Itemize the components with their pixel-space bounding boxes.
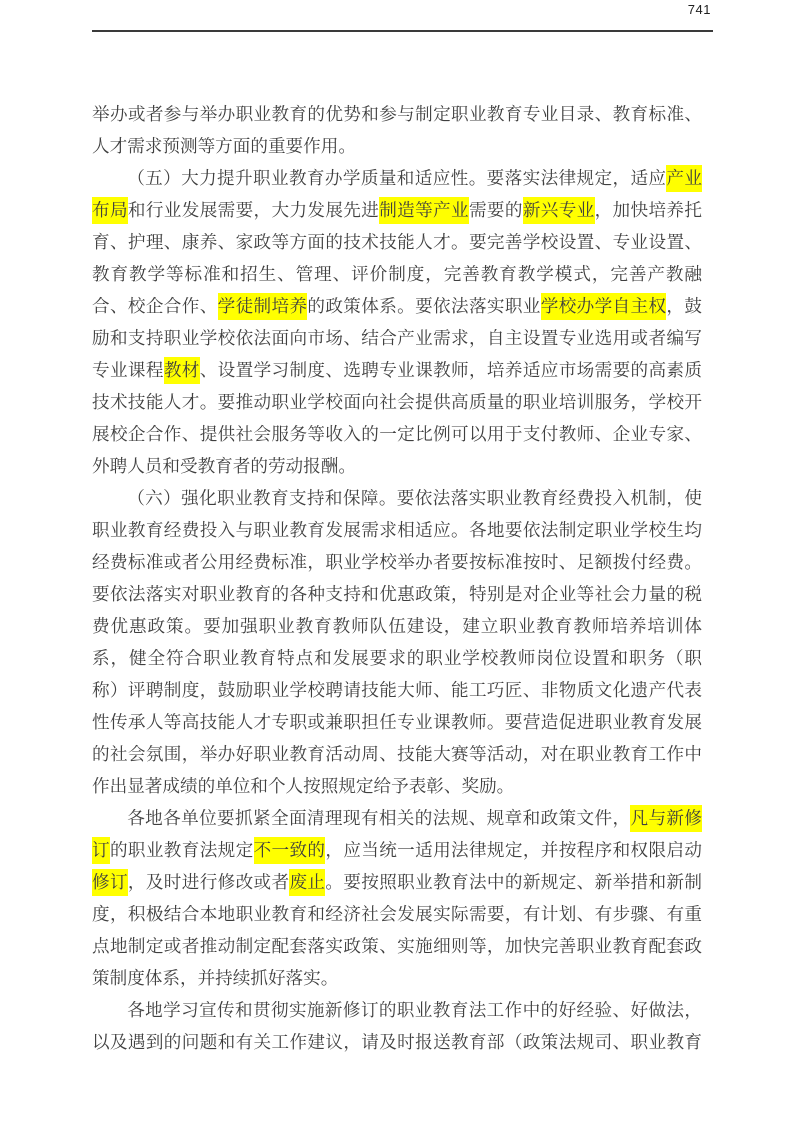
document-body <box>92 98 702 1058</box>
text-line <box>92 258 702 290</box>
text-line <box>92 98 702 130</box>
text-line <box>92 354 702 386</box>
highlighted-segment: 修订 <box>92 869 128 896</box>
text-line <box>92 482 702 514</box>
text-line <box>92 610 702 642</box>
text-segment: 专业课程 <box>92 360 164 380</box>
highlighted-segment: 制造等产业 <box>379 197 469 224</box>
highlighted-segment: 学校办学自主权 <box>541 293 667 320</box>
text-segment: 点地制定或者推动制定配套落实政策、实施细则等，加快完善职业教育配套政 <box>92 936 702 956</box>
text-segment: 展校企合作、提供社会服务等收入的一定比例可以用于支付教师、企业专家、 <box>92 424 702 444</box>
highlighted-segment: 废止 <box>289 869 325 896</box>
text-segment: 的社会氛围，举办好职业教育活动周、技能大赛等活动，对在职业教育工作中 <box>92 744 702 764</box>
text-segment: 的政策体系。要依法落实职业 <box>307 296 541 316</box>
text-segment: ，鼓 <box>666 296 702 316</box>
text-segment: 育、护理、康养、家政等方面的技术技能人才。要完善学校设置、专业设置、 <box>92 232 702 252</box>
text-segment: 系，健全符合职业教育特点和发展要求的职业学校教师岗位设置和职务（职 <box>92 648 702 668</box>
text-line <box>92 802 702 834</box>
text-segment: 策制度体系，并持续抓好落实。 <box>92 968 339 988</box>
text-line <box>92 642 702 674</box>
text-segment: 合、校企合作、 <box>92 296 218 316</box>
highlighted-segment: 学徒制培养 <box>218 293 308 320</box>
page-number: 741 <box>687 2 711 17</box>
text-line <box>92 994 702 1026</box>
text-line <box>92 962 702 994</box>
text-line <box>92 770 702 802</box>
text-line <box>92 834 702 866</box>
highlighted-segment: 产业 <box>666 165 702 192</box>
text-segment: 。要按照职业教育法中的新规定、新举措和新制 <box>325 872 702 892</box>
highlighted-segment: 不一致的 <box>254 837 326 864</box>
text-segment: 需要的 <box>468 200 523 220</box>
text-segment: 费优惠政策。要加强职业教育教师队伍建设，建立职业教育教师培养培训体 <box>92 616 702 636</box>
header-rule <box>92 30 713 32</box>
text-segment: ，应当统一适用法律规定，并按程序和权限启动 <box>325 840 702 860</box>
text-line <box>92 578 702 610</box>
text-segment: 教育教学等标准和招生、管理、评价制度，完善教育教学模式，完善产教融 <box>92 264 702 284</box>
text-line <box>92 194 702 226</box>
text-segment: 称）评聘制度，鼓励职业学校聘请技能大师、能工巧匠、非物质文化遗产代表 <box>92 680 702 700</box>
text-line <box>92 514 702 546</box>
text-segment: （六）强化职业教育支持和保障。要依法落实职业教育经费投入机制，使 <box>127 488 702 508</box>
highlighted-segment: 新兴专业 <box>523 197 595 224</box>
highlighted-segment: 布局 <box>92 197 128 224</box>
text-segment: 要依法落实对职业教育的各种支持和优惠政策，特别是对企业等社会力量的税 <box>92 584 702 604</box>
text-segment: 性传承人等高技能人才专职或兼职担任专业课教师。要营造促进职业教育发展 <box>92 712 702 732</box>
text-segment: 作出显著成绩的单位和个人按照规定给予表彰、奖励。 <box>92 776 515 796</box>
text-segment: 职业教育经费投入与职业教育发展需求相适应。各地要依法制定职业学校生均 <box>92 520 702 540</box>
text-line <box>92 738 702 770</box>
text-line <box>92 130 702 162</box>
text-segment: 举办或者参与举办职业教育的优势和参与制定职业教育专业目录、教育标准、 <box>92 104 702 124</box>
text-line <box>92 898 702 930</box>
text-line <box>92 866 702 898</box>
highlighted-segment: 教材 <box>164 357 200 384</box>
text-segment: 励和支持职业学校依法面向市场、结合产业需求，自主设置专业选用或者编写 <box>92 328 702 348</box>
highlighted-segment: 凡与新修 <box>630 805 702 832</box>
text-line <box>92 706 702 738</box>
text-segment: 各地学习宣传和贯彻实施新修订的职业教育法工作中的好经验、好做法， <box>127 1000 702 1020</box>
text-segment: 经费标准或者公用经费标准，职业学校举办者要按标准按时、足额拨付经费。 <box>92 552 702 572</box>
highlighted-segment: 订 <box>92 837 110 864</box>
text-line <box>92 930 702 962</box>
text-segment: 人才需求预测等方面的重要作用。 <box>92 136 356 156</box>
text-line <box>92 418 702 450</box>
text-segment: （五）大力提升职业教育办学质量和适应性。要落实法律规定，适应 <box>127 168 667 188</box>
text-line <box>92 674 702 706</box>
text-segment: 各地各单位要抓紧全面清理现有相关的法规、规章和政策文件， <box>127 808 631 828</box>
text-segment: ，加快培养托 <box>594 200 702 220</box>
text-line <box>92 386 702 418</box>
text-segment: 技术技能人才。要推动职业学校面向社会提供高质量的职业培训服务，学校开 <box>92 392 702 412</box>
text-segment: 的职业教育法规定 <box>109 840 254 860</box>
text-segment: 以及遇到的问题和有关工作建议，请及时报送教育部（政策法规司、职业教育 <box>92 1032 702 1052</box>
text-line <box>92 1026 702 1058</box>
text-line <box>92 162 702 194</box>
text-segment: 外聘人员和受教育者的劳动报酬。 <box>92 456 356 476</box>
text-line <box>92 546 702 578</box>
text-segment: 、设置学习制度、选聘专业课教师，培养适应市场需要的高素质 <box>199 360 702 380</box>
text-segment: 和行业发展需要，大力发展先进 <box>127 200 380 220</box>
text-line <box>92 450 702 482</box>
text-segment: ，及时进行修改或者 <box>127 872 290 892</box>
text-segment: 度，积极结合本地职业教育和经济社会发展实际需要，有计划、有步骤、有重 <box>92 904 702 924</box>
text-line <box>92 322 702 354</box>
text-line <box>92 226 702 258</box>
text-line <box>92 290 702 322</box>
